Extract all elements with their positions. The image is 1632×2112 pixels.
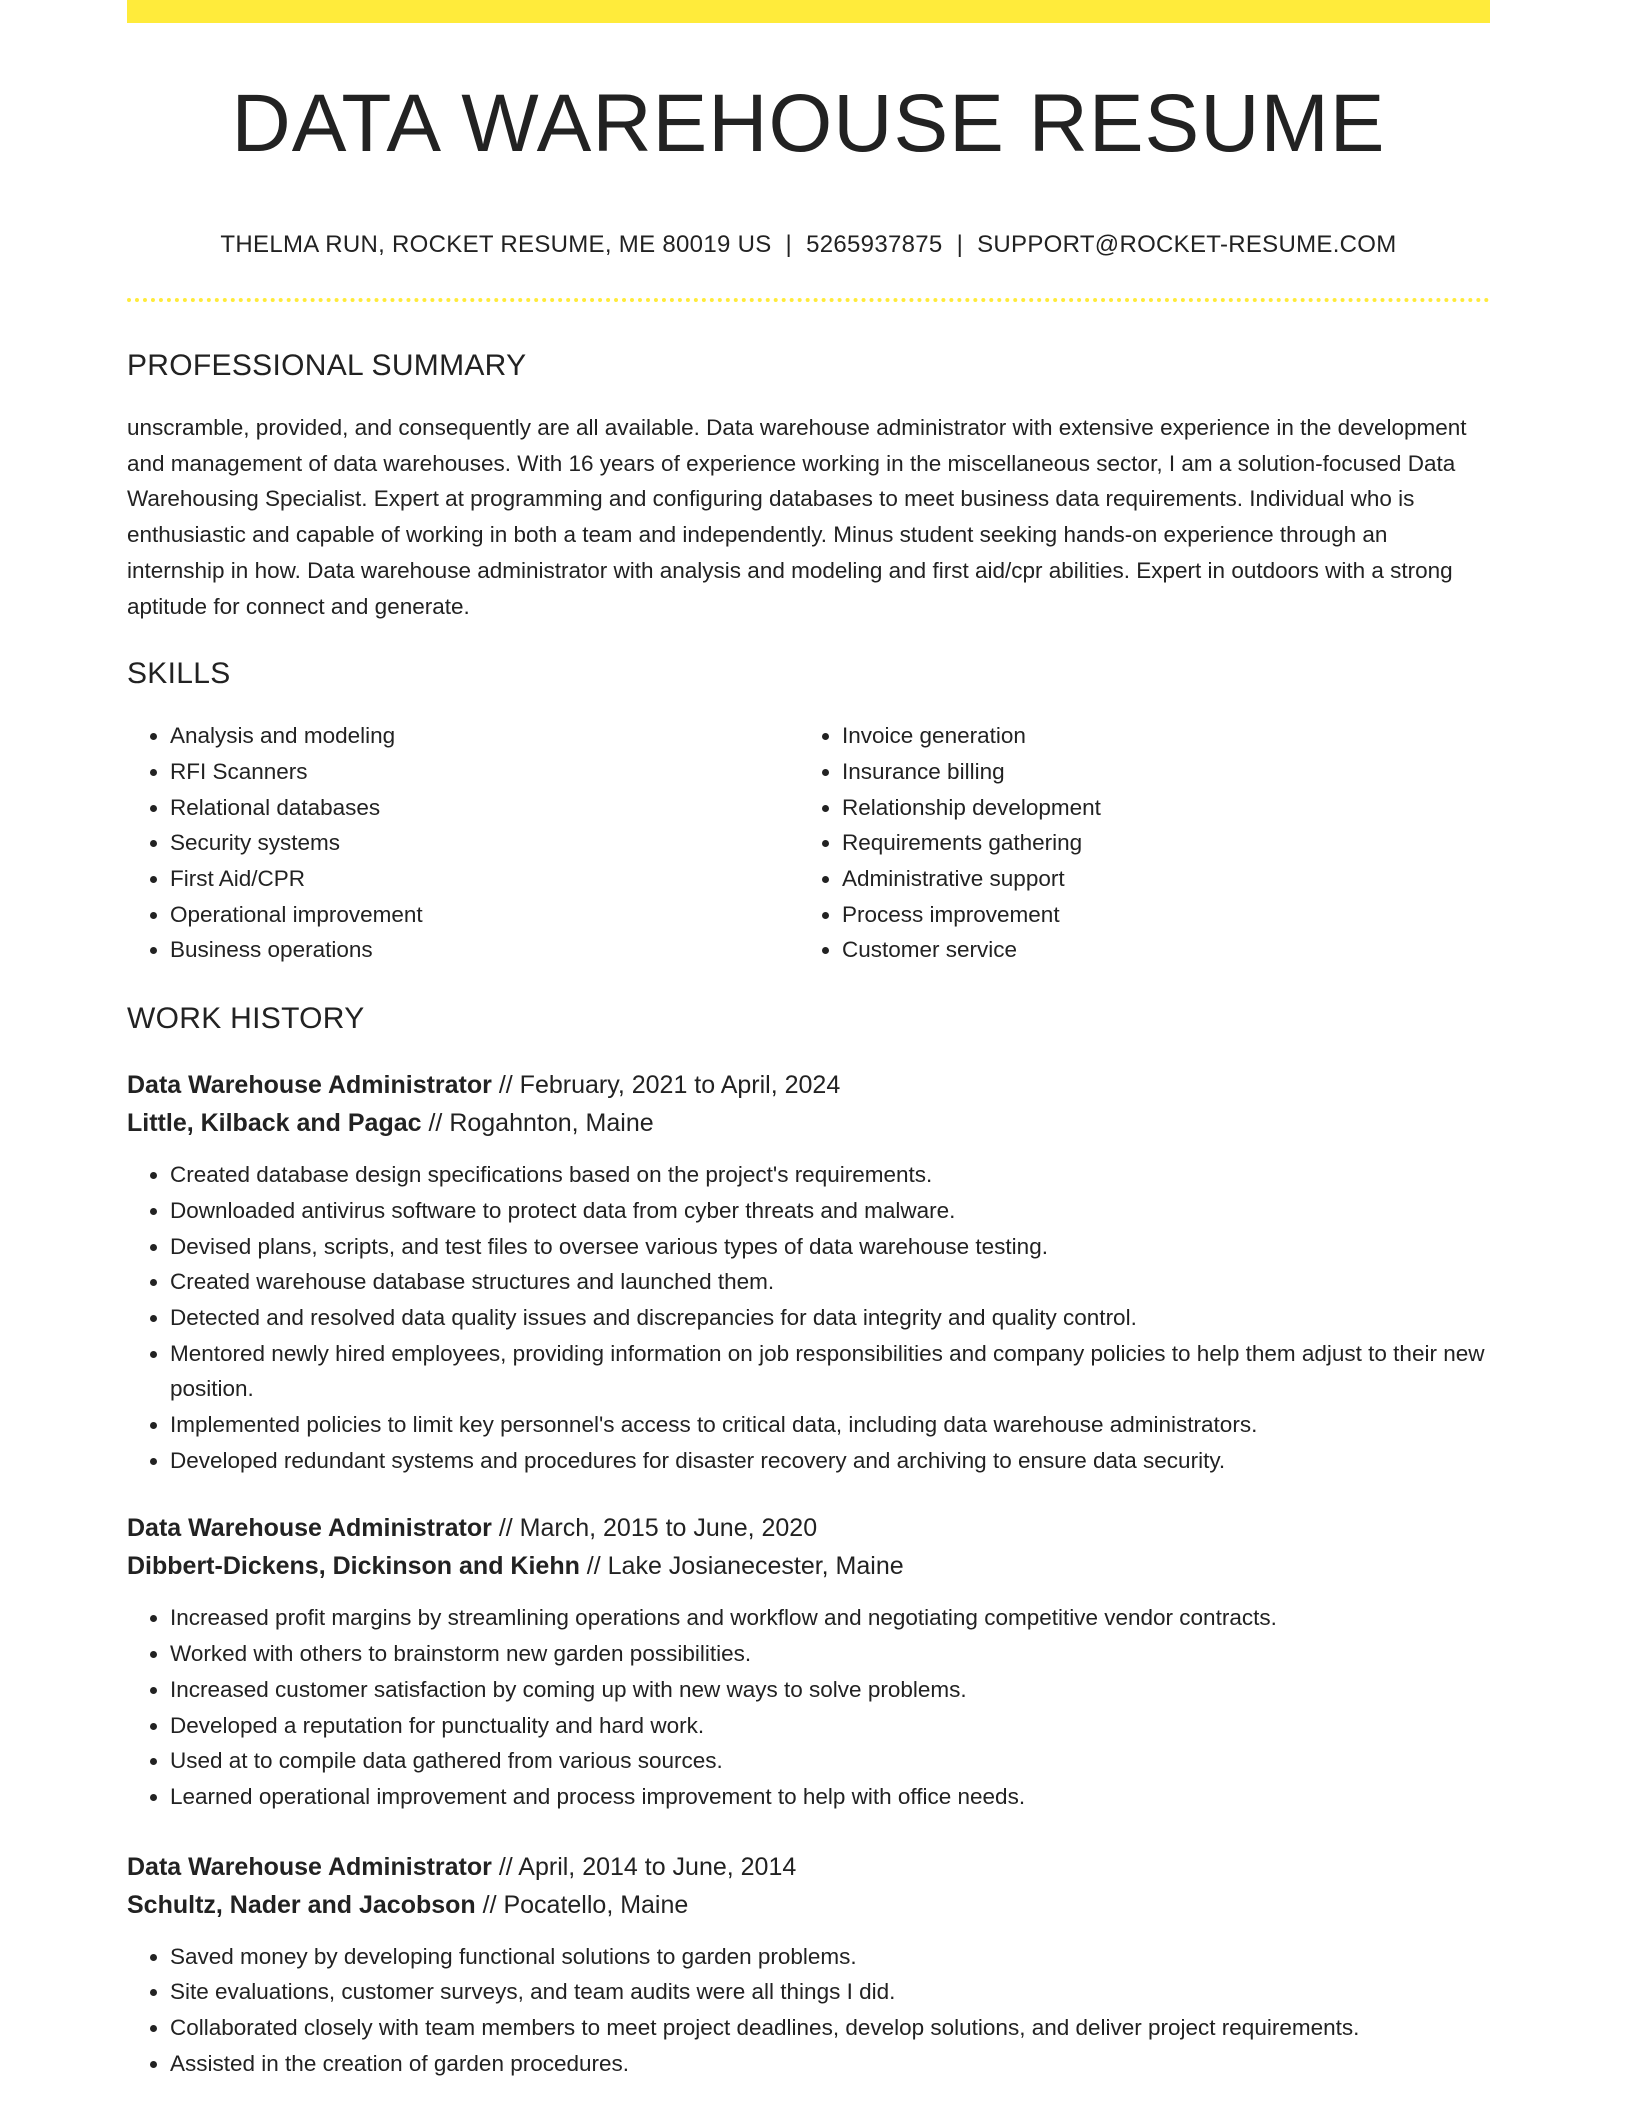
skill-item: • Relationship development: [842, 790, 1471, 826]
contact-line: [127, 231, 1490, 259]
skill-item: • First Aid/CPR: [170, 861, 799, 897]
job-duty-item: • Detected and resolved data quality issues and discrepancies for data integrity and quality control.: [170, 1300, 1490, 1336]
work-history-list: [127, 1066, 1490, 2081]
job-duties-list: [127, 1939, 1490, 2082]
job-dates: // February, 2021 to April, 2024: [491, 1071, 841, 1100]
skill-item: • Requirements gathering: [842, 825, 1471, 861]
job-company-line: [127, 1547, 1490, 1585]
contact-separator: |: [785, 231, 793, 258]
summary-heading: PROFESSIONAL SUMMARY: [127, 349, 527, 382]
summary-text: unscramble, provided, and consequently are all available. Data warehouse administrator with extensive experience in the development and management of data warehouses. With 16 years of experience working in the miscellaneous sector, I am a solution-focused Data Warehousing Specialist. Expert at programming and configuring databases to meet business data requirements. Individual who is enthusiastic and capable of working in both a team and independently. Minus student seeking hands-on experience through an internship in how. Data warehouse administrator with analysis and modeling and first aid/cpr abilities. Expert in outdoors with a strong aptitude for connect and generate.: [127, 415, 1467, 619]
job-duty-item: • Learned operational improvement and process improvement to help with office needs.: [170, 1779, 1490, 1815]
job-duties-list: [127, 1157, 1490, 1478]
job-duty-item: • Implemented policies to limit key personnel's access to critical data, including data warehouse administrators.: [170, 1407, 1490, 1443]
job-title: Data Warehouse Administrator: [127, 1852, 492, 1881]
job-duty-item: • Mentored newly hired employees, providing information on job responsibilities and company policies to help them adjust to their new position.: [170, 1336, 1490, 1407]
job-company-line: [127, 1886, 1490, 1924]
job-entry: [127, 1066, 1490, 1478]
job-duty-item: • Increased customer satisfaction by coming up with new ways to solve problems.: [170, 1672, 1490, 1708]
job-duty-item: • Collaborated closely with team members to meet project deadlines, develop solutions, and deliver project requirements.: [170, 2010, 1490, 2046]
job-duty-item: • Used at to compile data gathered from various sources.: [170, 1743, 1490, 1779]
skills-heading: SKILLS: [127, 657, 231, 691]
top-accent-bar: [127, 0, 1490, 23]
job-duty-item: • Devised plans, scripts, and test files to oversee various types of data warehouse testing.: [170, 1229, 1490, 1265]
job-duty-item: • Developed redundant systems and procedures for disaster recovery and archiving to ensure data security.: [170, 1443, 1490, 1479]
job-entry: [127, 1509, 1490, 1814]
job-duty-item: • Created warehouse database structures and launched them.: [170, 1264, 1490, 1300]
skill-item: • Business operations: [170, 932, 799, 968]
work-history-heading: WORK HISTORY: [127, 1002, 365, 1036]
job-duty-item: • Increased profit margins by streamlining operations and workflow and negotiating competitive vendor contracts.: [170, 1600, 1490, 1636]
job-duty-item: • Downloaded antivirus software to protect data from cyber threats and malware.: [170, 1193, 1490, 1229]
skill-item: • Insurance billing: [842, 754, 1471, 790]
skill-item: • Customer service: [842, 932, 1471, 968]
job-location: // Pocatello, Maine: [475, 1890, 689, 1919]
job-location: // Rogahnton, Maine: [421, 1109, 654, 1138]
job-company-line: [127, 1104, 1490, 1142]
skills-column-right: [799, 718, 1471, 968]
resume-title: DATA WAREHOUSE RESUME: [231, 78, 1386, 169]
job-entry: [127, 1848, 1490, 2082]
skill-item: • Process improvement: [842, 897, 1471, 933]
job-duty-item: • Assisted in the creation of garden procedures.: [170, 2046, 1490, 2082]
dotted-divider: [127, 298, 1490, 302]
skill-item: • Analysis and modeling: [170, 718, 799, 754]
job-dates: // April, 2014 to June, 2014: [491, 1852, 797, 1881]
skill-item: • Administrative support: [842, 861, 1471, 897]
job-title-line: [127, 1848, 1490, 1886]
job-title-line: [127, 1509, 1490, 1547]
job-duties-list: [127, 1600, 1490, 1814]
skill-item: • Security systems: [170, 825, 799, 861]
job-title: Data Warehouse Administrator: [127, 1514, 492, 1543]
job-title-line: [127, 1066, 1490, 1104]
skills-grid: [127, 718, 1490, 968]
skill-item: • Operational improvement: [170, 897, 799, 933]
contact-address: THELMA RUN, ROCKET RESUME, ME 80019 US: [220, 231, 772, 258]
skill-item: • Relational databases: [170, 790, 799, 826]
job-company: Dibbert-Dickens, Dickinson and Kiehn: [127, 1552, 580, 1581]
contact-separator: |: [956, 231, 964, 258]
job-company: Little, Kilback and Pagac: [127, 1109, 422, 1138]
contact-phone: 5265937875: [806, 231, 943, 258]
contact-email: SUPPORT@ROCKET-RESUME.COM: [977, 231, 1397, 258]
resume-page: [127, 0, 1490, 2082]
skills-column-left: [127, 718, 799, 968]
job-dates: // March, 2015 to June, 2020: [491, 1514, 818, 1543]
job-location: // Lake Josianecester, Maine: [579, 1552, 904, 1581]
job-duty-item: • Site evaluations, customer surveys, and team audits were all things I did.: [170, 1974, 1490, 2010]
skill-item: • Invoice generation: [842, 718, 1471, 754]
job-company: Schultz, Nader and Jacobson: [127, 1890, 476, 1919]
job-duty-item: • Created database design specifications based on the project's requirements.: [170, 1157, 1490, 1193]
job-duty-item: • Developed a reputation for punctuality and hard work.: [170, 1708, 1490, 1744]
job-duty-item: • Saved money by developing functional solutions to garden problems.: [170, 1939, 1490, 1975]
job-title: Data Warehouse Administrator: [127, 1071, 492, 1100]
job-duty-item: • Worked with others to brainstorm new garden possibilities.: [170, 1636, 1490, 1672]
skill-item: • RFI Scanners: [170, 754, 799, 790]
